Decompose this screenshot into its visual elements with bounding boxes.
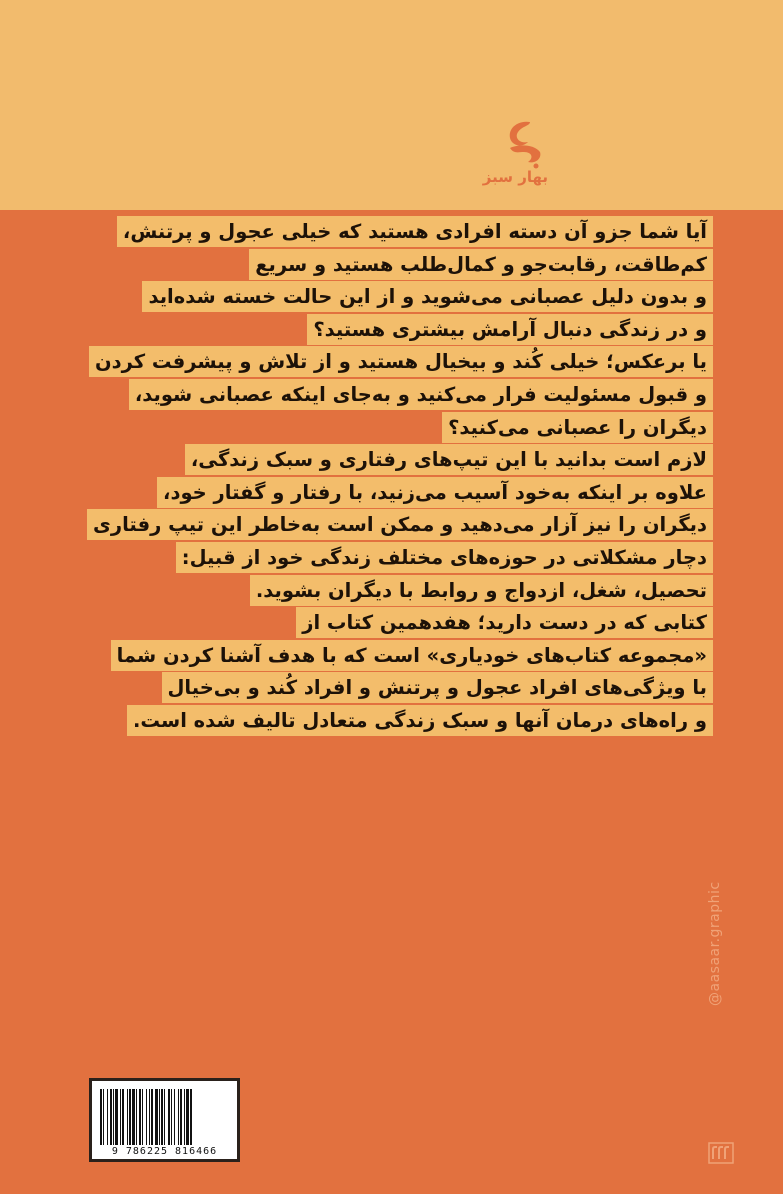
blurb-line: دیگران را نیز آزار می‌دهید و ممکن است به‌خاطر این تیپ رفتاری (23, 509, 713, 540)
blurb-line: کتابی که در دست دارید؛ هفدهمین کتاب از (23, 607, 713, 638)
blurb-line: «مجموعه کتاب‌های خودیاری» است که با هدف آشنا کردن شما (23, 640, 713, 671)
blurb-line: تحصیل، شغل، ازدواج و روابط با دیگران بشوید. (23, 575, 713, 606)
blurb-line: و قبول مسئولیت فرار می‌کنید و به‌جای اینکه عصبانی شوید، (23, 379, 713, 410)
blurb-line: دچار مشکلاتی در حوزه‌های مختلف زندگی خود از قبیل: (23, 542, 713, 573)
publisher-logo (482, 118, 548, 198)
blurb-line: آیا شما جزو آن دسته افرادی هستید که خیلی عجول و پرتنش، (23, 216, 713, 247)
blurb-line: دیگران را عصبانی می‌کنید؟ (23, 412, 713, 443)
blurb-line: و بدون دلیل عصبانی می‌شوید و از این حالت خسته شده‌اید (23, 281, 713, 312)
isbn-barcode (89, 1078, 240, 1162)
designer-logo-icon (708, 1142, 734, 1164)
blurb-line: با ویژگی‌های افراد عجول و پرتنش و افراد کُند و بی‌خیال (23, 672, 713, 703)
isbn-number: 9 786225 816466 (111, 1146, 218, 1157)
blurb-line: کم‌طاقت، رقابت‌جو و کمال‌طلب هستید و سریع (23, 249, 713, 280)
designer-credit: @aasaar.graphic (707, 881, 723, 1006)
top-panel (0, 0, 783, 210)
publisher-name: بهار سبز (482, 168, 548, 186)
blurb-line: یا برعکس؛ خیلی کُند و بیخیال هستید و از تلاش و پیشرفت کردن (23, 346, 713, 377)
barcode-bars (98, 1089, 231, 1145)
blurb-line: و راه‌های درمان آنها و سبک زندگی متعادل تالیف شده است. (23, 705, 713, 736)
blurb-line: و در زندگی دنبال آرامش بیشتری هستید؟ (23, 314, 713, 345)
blurb-line: لازم است بدانید با این تیپ‌های رفتاری و سبک زندگی، (23, 444, 713, 475)
publisher-leaf-logo (500, 118, 546, 170)
back-cover-blurb (23, 216, 713, 738)
blurb-line: علاوه بر اینکه به‌خود آسیب می‌زنید، با رفتار و گفتار خود، (23, 477, 713, 508)
